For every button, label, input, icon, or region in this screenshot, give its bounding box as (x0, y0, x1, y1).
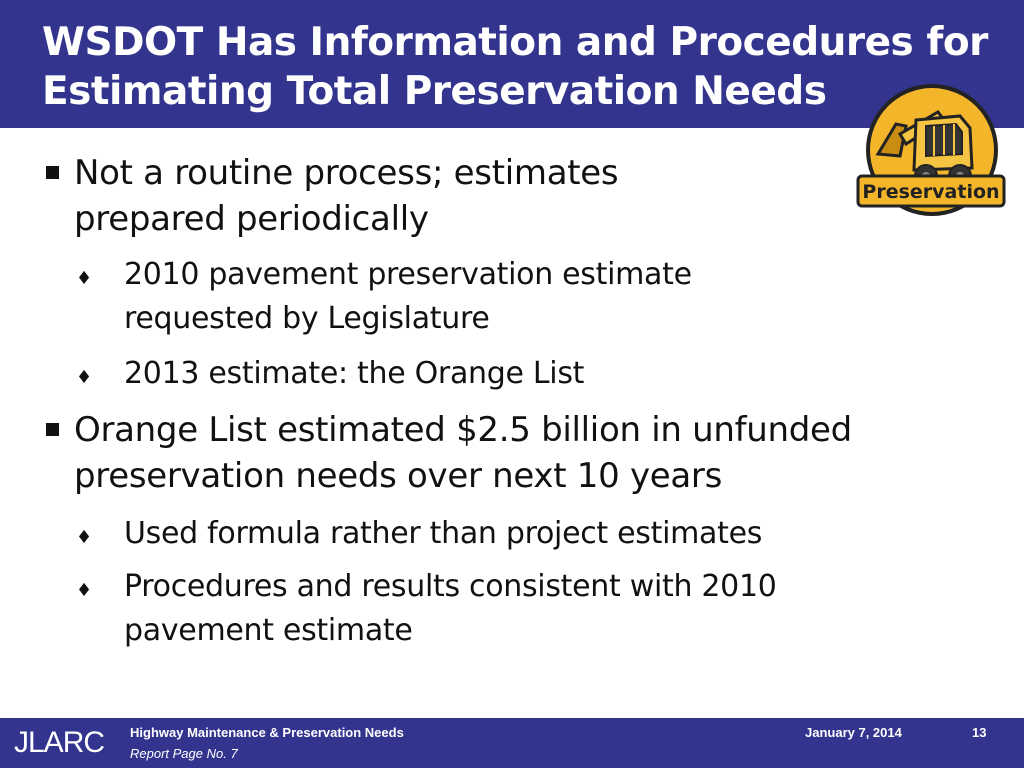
diamond-bullet-icon: ♦ (76, 527, 92, 548)
bullet-text: 2013 estimate: the Orange List (124, 356, 585, 391)
bullet-text: Orange List estimated $2.5 billion in unfunded (74, 410, 852, 450)
square-bullet-icon (46, 423, 59, 436)
footer-title: Highway Maintenance & Preservation Needs (130, 725, 404, 740)
bullet-text: preservation needs over next 10 years (74, 456, 723, 496)
bullet-level2 (76, 565, 954, 653)
bullet-level2 (76, 253, 954, 341)
footer-bar (0, 718, 1024, 768)
square-bullet-icon (46, 166, 59, 179)
footer-date: January 7, 2014 (805, 725, 902, 740)
bullet-text: 2010 pavement preservation estimate (124, 257, 692, 292)
slide-title-line: WSDOT Has Information and Procedures for (42, 20, 988, 65)
footer-subtitle: Report Page No. 7 (130, 746, 238, 761)
bullet-level1 (74, 407, 974, 499)
bullet-text: pavement estimate (124, 613, 413, 648)
bullet-level2 (76, 352, 954, 396)
bullet-text: requested by Legislature (124, 301, 490, 336)
jlarc-logo: JLARC (14, 726, 105, 759)
bullet-text: prepared periodically (74, 199, 429, 239)
bullet-level1 (74, 150, 974, 242)
bullet-text: Used formula rather than project estimates (124, 516, 763, 551)
diamond-bullet-icon: ♦ (76, 580, 92, 601)
diamond-bullet-icon: ♦ (76, 367, 92, 388)
page-number: 13 (972, 725, 987, 740)
badge-label: Preservation (862, 181, 1000, 203)
bullet-level2 (76, 512, 954, 556)
slide-title-line: Estimating Total Preservation Needs (42, 69, 827, 114)
diamond-bullet-icon: ♦ (76, 268, 92, 289)
bullet-text: Procedures and results consistent with 2010 (124, 569, 777, 604)
bullet-text: Not a routine process; estimates (74, 153, 619, 193)
